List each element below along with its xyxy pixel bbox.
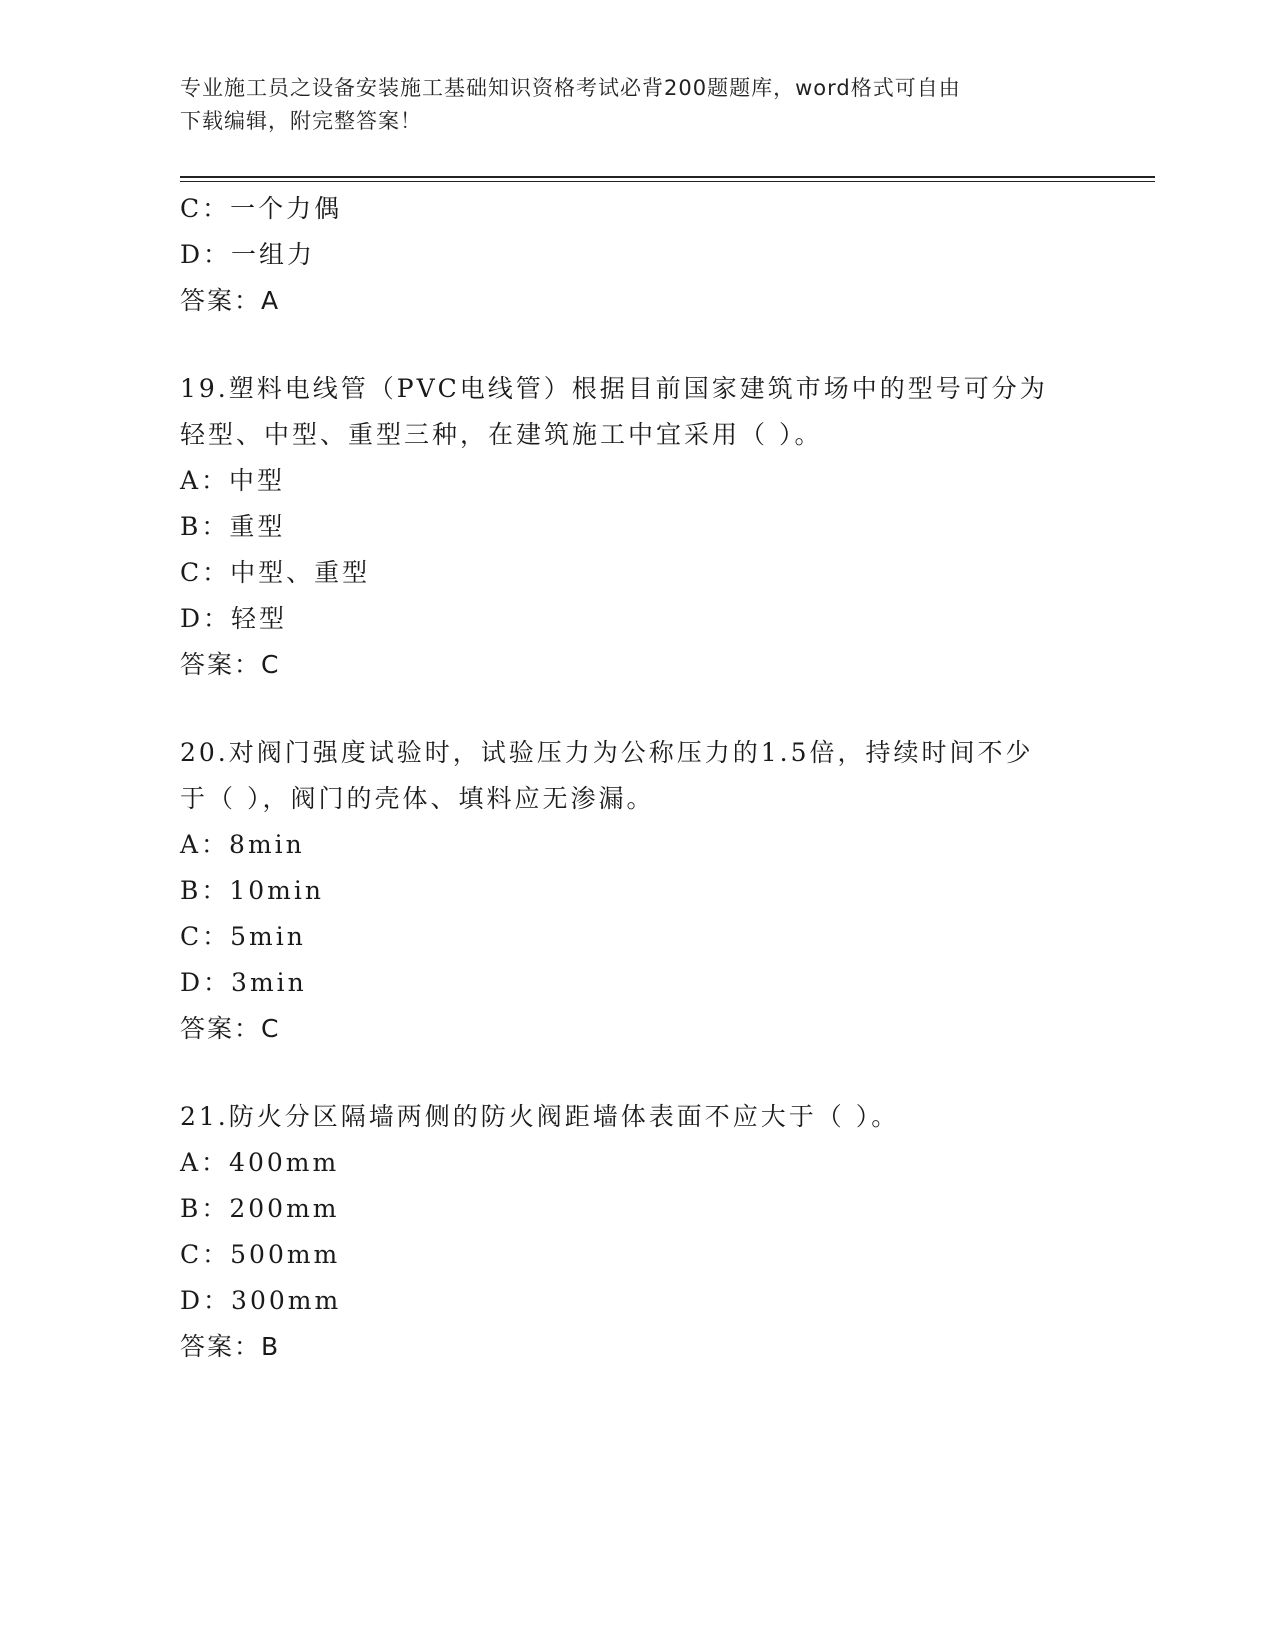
question-stem-line: 20.对阀门强度试验时，试验压力为公称压力的1.5倍，持续时间不少 (180, 738, 1034, 767)
document-body (180, 186, 1060, 1370)
carryover-question (180, 186, 1060, 324)
answer-line: 答案：A (180, 286, 281, 315)
document-header (180, 72, 1040, 138)
answer-line: 答案：C (180, 650, 281, 679)
answer-line: 答案：B (180, 1332, 281, 1361)
header-rule-thick (180, 176, 1155, 178)
option-b: B：10min (180, 876, 324, 905)
question-21 (180, 1094, 1060, 1370)
option-c: C：500mm (180, 1240, 341, 1269)
spacer (180, 688, 1060, 730)
question-stem-line: 19.塑料电线管（PVC电线管）根据目前国家建筑市场中的型号可分为 (180, 374, 1048, 403)
option-b: B：重型 (180, 512, 286, 541)
option-d: D：300mm (180, 1286, 342, 1315)
question-stem-line: 于（ ），阀门的壳体、填料应无渗漏。 (180, 784, 655, 813)
option-b: B：200mm (180, 1194, 340, 1223)
option-a: A：中型 (180, 466, 286, 495)
option-a: A：8min (180, 830, 305, 859)
question-stem-line: 21.防火分区隔墙两侧的防火阀距墙体表面不应大于（ ）。 (180, 1102, 900, 1131)
option-d: D：轻型 (180, 604, 288, 633)
answer-line: 答案：C (180, 1014, 281, 1043)
option-d: D：3min (180, 968, 307, 997)
question-19 (180, 366, 1060, 688)
option-c: C：5min (180, 922, 306, 951)
header-rule-thin (180, 181, 1155, 182)
header-line-1: 专业施工员之设备安装施工基础知识资格考试必背200题题库，word格式可自由 (180, 76, 961, 100)
question-20 (180, 730, 1060, 1052)
option-c: C：一个力偶 (180, 194, 343, 223)
header-line-2: 下载编辑，附完整答案！ (180, 109, 422, 133)
option-d: D：一组力 (180, 240, 316, 269)
option-c: C：中型、重型 (180, 558, 371, 587)
question-stem-line: 轻型、中型、重型三种，在建筑施工中宜采用（ ）。 (180, 420, 823, 449)
spacer (180, 1052, 1060, 1094)
spacer (180, 324, 1060, 366)
option-a: A：400mm (180, 1148, 340, 1177)
